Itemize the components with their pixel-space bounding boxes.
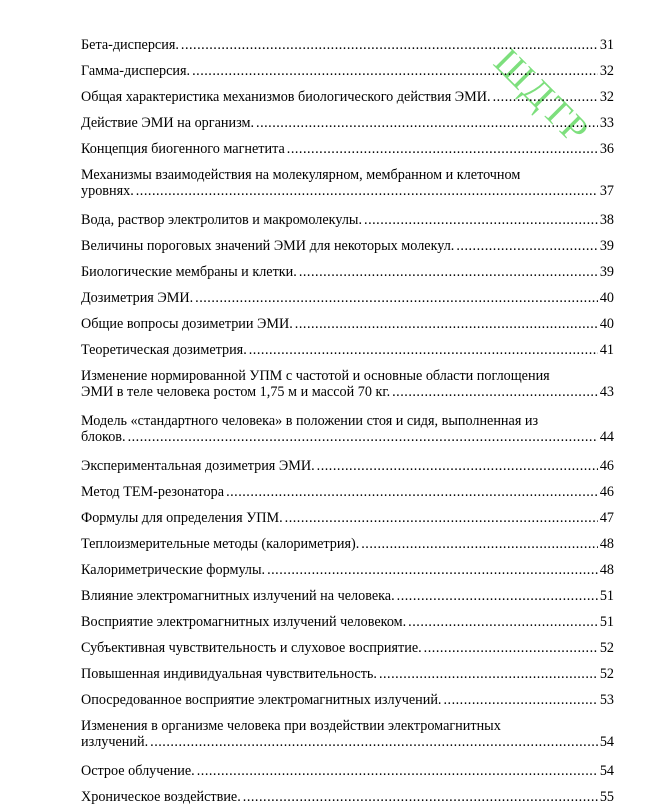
toc-entry-title-continued: ЭМИ в теле человека ростом 1,75 м и массой 70 кг.: [81, 384, 391, 400]
toc-page-number: 52: [599, 666, 614, 682]
toc-page-number: 41: [599, 342, 614, 358]
toc-entry-title: Метод ТЕМ-резонатора: [81, 484, 225, 500]
toc-entry: [81, 141, 614, 157]
toc-entry-title: Восприятие электромагнитных излучений человеком.: [81, 614, 407, 630]
toc-page-number: 39: [599, 238, 614, 254]
toc-entry-title: Вода, раствор электролитов и макромолекулы.: [81, 212, 363, 228]
toc-leader-dots: [192, 63, 598, 79]
toc-leader-dots: [197, 763, 598, 779]
toc-page-number: 46: [599, 458, 614, 474]
toc-entry-title: Теплоизмерительные методы (калориметрия).: [81, 536, 360, 552]
toc-leader-dots: [249, 342, 598, 358]
toc-entry-title: Повышенная индивидуальная чувствительность.: [81, 666, 377, 682]
toc-leader-dots: [295, 316, 598, 332]
toc-entry: [81, 640, 614, 656]
toc-page-number: 51: [599, 588, 614, 604]
toc-entry-title: Модель «стандартного человека» в положении стоя и сидя, выполненная из: [81, 413, 539, 429]
toc-page-number: 39: [599, 264, 614, 280]
toc-entry-title: Изменение нормированной УПМ с частотой и основные области поглощения: [81, 368, 550, 384]
toc-entry: [81, 588, 614, 604]
toc-page-number: 32: [599, 89, 614, 105]
toc-entry-title: Бета-дисперсия.: [81, 37, 179, 53]
toc-leader-dots: [456, 238, 597, 254]
toc-leader-dots: [195, 290, 598, 306]
toc-page-number: 40: [599, 290, 614, 306]
toc-entry: [81, 789, 614, 805]
toc-page-number: 47: [599, 510, 614, 526]
watermark: ШДТР: [485, 40, 598, 153]
toc-leader-dots: [256, 115, 598, 131]
toc-page-number: 48: [599, 562, 614, 578]
toc-entry: [81, 536, 614, 552]
toc-entry: [81, 614, 614, 630]
toc-leader-dots: [287, 141, 598, 157]
toc-entry-title: Общая характеристика механизмов биологического действия ЭМИ.: [81, 89, 491, 105]
toc-leader-dots: [361, 536, 598, 552]
toc-entry: [81, 413, 614, 445]
toc-entry: [81, 458, 614, 474]
toc-page-number: 38: [599, 212, 614, 228]
toc-entry: [81, 37, 614, 53]
toc-entry-title: Дозиметрия ЭМИ.: [81, 290, 194, 306]
toc-page-number: 48: [599, 536, 614, 552]
toc-entry-title-continued: уровнях.: [81, 183, 134, 199]
toc-entry-title: Опосредованное восприятие электромагнитных излучений.: [81, 692, 442, 708]
toc-leader-dots: [299, 264, 598, 280]
toc-leader-dots: [136, 183, 598, 199]
toc-entry: [81, 484, 614, 500]
toc-entry-title-continued: блоков.: [81, 429, 126, 445]
toc-page-number: 37: [599, 183, 614, 199]
toc-page-number: 51: [599, 614, 614, 630]
toc-entry: [81, 63, 614, 79]
toc-leader-dots: [150, 734, 598, 750]
toc-entry: [81, 316, 614, 332]
toc-leader-dots: [285, 510, 598, 526]
toc-leader-dots: [408, 614, 598, 630]
toc-entry: [81, 264, 614, 280]
toc-entry: [81, 212, 614, 228]
toc-entry-title: Хроническое воздействие.: [81, 789, 241, 805]
toc-leader-dots: [181, 37, 598, 53]
toc-entry: [81, 368, 614, 400]
toc-leader-dots: [397, 588, 598, 604]
toc-leader-dots: [226, 484, 598, 500]
toc-entry: [81, 115, 614, 131]
toc-entry-title: Общие вопросы дозиметрии ЭМИ.: [81, 316, 293, 332]
toc-page-number: 43: [599, 384, 614, 400]
toc-entry-title: Изменения в организме человека при воздействии электромагнитных: [81, 718, 501, 734]
toc-page-number: 55: [599, 789, 614, 805]
toc-entry-title: Концепция биогенного магнетита: [81, 141, 285, 157]
toc-entry-title: Действие ЭМИ на организм.: [81, 115, 255, 131]
toc-page-number: 40: [599, 316, 614, 332]
toc-entry-title: Острое облучение.: [81, 763, 195, 779]
toc-entry-title: Биологические мембраны и клетки.: [81, 264, 297, 280]
toc-leader-dots: [493, 89, 598, 105]
toc-entry: [81, 692, 614, 708]
toc-entry: [81, 89, 614, 105]
toc-entry: [81, 510, 614, 526]
toc-leader-dots: [443, 692, 597, 708]
toc-entry: [81, 718, 614, 750]
toc-leader-dots: [317, 458, 598, 474]
toc-page-number: 54: [599, 734, 614, 750]
toc-entry-title-continued: излучений.: [81, 734, 149, 750]
toc-leader-dots: [424, 640, 598, 656]
toc-entry-title: Механизмы взаимодействия на молекулярном, мембранном и клеточном: [81, 167, 521, 183]
toc-entry: [81, 342, 614, 358]
toc-page-number: 33: [599, 115, 614, 131]
toc-page-number: 46: [599, 484, 614, 500]
toc-page-number: 53: [599, 692, 614, 708]
toc-leader-dots: [128, 429, 598, 445]
toc-entry-title: Калориметрические формулы.: [81, 562, 266, 578]
toc-leader-dots: [364, 212, 598, 228]
toc-page-number: 44: [599, 429, 614, 445]
toc-entry: [81, 290, 614, 306]
toc-leader-dots: [379, 666, 598, 682]
toc-entry: [81, 167, 614, 199]
toc-leader-dots: [267, 562, 598, 578]
toc-entry: [81, 763, 614, 779]
toc-page-number: 36: [599, 141, 614, 157]
toc-entry: [81, 562, 614, 578]
toc-entry-title: Влияние электромагнитных излучений на человека.: [81, 588, 395, 604]
toc-leader-dots: [392, 384, 598, 400]
toc-entry-title: Формулы для определения УПМ.: [81, 510, 283, 526]
toc-page-number: 52: [599, 640, 614, 656]
toc-page-number: 54: [599, 763, 614, 779]
toc-page-number: 32: [599, 63, 614, 79]
toc-leader-dots: [243, 789, 598, 805]
toc-page-number: 31: [599, 37, 614, 53]
toc-entry: [81, 238, 614, 254]
toc-entry-title: Теоретическая дозиметрия.: [81, 342, 247, 358]
toc-entry-title: Гамма-дисперсия.: [81, 63, 191, 79]
toc-entry-title: Величины пороговых значений ЭМИ для некоторых молекул.: [81, 238, 455, 254]
toc-entry-title: Экспериментальная дозиметрия ЭМИ.: [81, 458, 315, 474]
toc-entry: [81, 666, 614, 682]
toc-entry-title: Субъективная чувствительность и слуховое восприятие.: [81, 640, 422, 656]
